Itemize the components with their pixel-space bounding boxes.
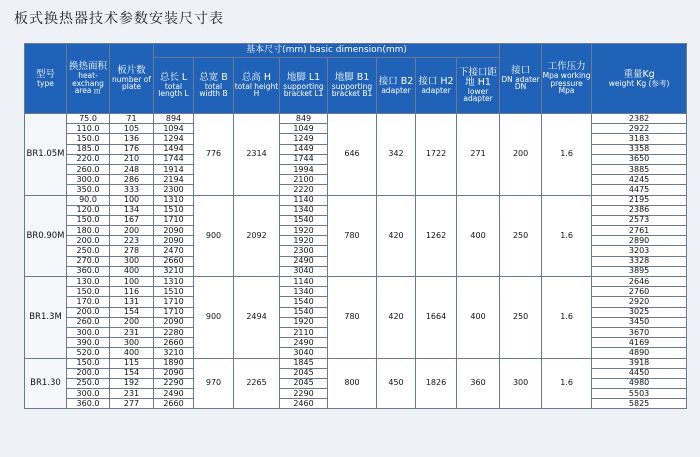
area-cell: 150.0: [67, 287, 110, 297]
plates-cell: 71: [110, 114, 154, 124]
area-cell: 150.0: [67, 134, 110, 144]
table-row: [25, 195, 687, 205]
header-dn: 接口 DN adater DN: [500, 44, 542, 114]
area-cell: 150.0: [67, 215, 110, 225]
length-cell: 2300: [154, 185, 194, 195]
area-cell: 130.0: [67, 277, 110, 287]
length-cell: 2660: [154, 399, 194, 409]
bracket-l1-cell: 3040: [280, 266, 328, 276]
length-cell: 894: [154, 114, 194, 124]
area-cell: 90.0: [67, 195, 110, 205]
bracket-b1-cell: 780: [328, 277, 377, 359]
weight-cell: 3025: [592, 307, 687, 317]
plates-cell: 116: [110, 287, 154, 297]
weight-cell: 2760: [592, 287, 687, 297]
bracket-l1-cell: 1994: [280, 164, 328, 174]
bracket-l1-cell: 2220: [280, 185, 328, 195]
table-row: [25, 358, 687, 368]
dn-cell: 200: [500, 114, 542, 196]
length-cell: 1744: [154, 154, 194, 164]
area-cell: 300.0: [67, 389, 110, 399]
weight-cell: 3328: [592, 256, 687, 266]
plates-cell: 192: [110, 378, 154, 388]
header-height: 总高 H total height H: [234, 58, 280, 114]
area-cell: 120.0: [67, 205, 110, 215]
area-cell: 180.0: [67, 226, 110, 236]
spec-table: [24, 43, 687, 409]
plates-cell: 300: [110, 338, 154, 348]
pressure-cell: 1.6: [542, 277, 592, 359]
length-cell: 2194: [154, 175, 194, 185]
width-cell: 900: [194, 277, 234, 359]
length-cell: 2090: [154, 226, 194, 236]
weight-cell: 3670: [592, 327, 687, 337]
plates-cell: 210: [110, 154, 154, 164]
spec-table-body: [25, 114, 687, 409]
header-width: 总宽 B total width B: [194, 58, 234, 114]
length-cell: 3210: [154, 266, 194, 276]
adapter-h2-cell: 1262: [416, 195, 457, 277]
weight-cell: 3650: [592, 154, 687, 164]
adapter-h2-cell: 1664: [416, 277, 457, 359]
weight-cell: 2922: [592, 124, 687, 134]
weight-cell: 4980: [592, 378, 687, 388]
bracket-l1-cell: 2460: [280, 399, 328, 409]
bracket-l1-cell: 1920: [280, 317, 328, 327]
area-cell: 360.0: [67, 399, 110, 409]
bracket-b1-cell: 780: [328, 195, 377, 277]
dn-cell: 250: [500, 195, 542, 277]
header-adapter-h2: 接口 H2 adapter: [416, 58, 457, 114]
header-model: 型号 type: [25, 44, 67, 114]
weight-cell: 2573: [592, 215, 687, 225]
length-cell: 2090: [154, 236, 194, 246]
adapter-b2-cell: 420: [377, 195, 416, 277]
area-cell: 200.0: [67, 368, 110, 378]
length-cell: 2290: [154, 378, 194, 388]
model-cell: BR1.30: [25, 358, 67, 409]
area-cell: 250.0: [67, 246, 110, 256]
length-cell: 1914: [154, 164, 194, 174]
bracket-l1-cell: 1744: [280, 154, 328, 164]
area-cell: 260.0: [67, 164, 110, 174]
weight-cell: 4450: [592, 368, 687, 378]
lower-adapter-cell: 400: [457, 277, 500, 359]
plates-cell: 400: [110, 348, 154, 358]
adapter-h2-cell: 1826: [416, 358, 457, 409]
area-cell: 150.0: [67, 358, 110, 368]
weight-cell: 2761: [592, 226, 687, 236]
area-cell: 350.0: [67, 185, 110, 195]
height-cell: 2092: [234, 195, 280, 277]
header-weight: 重量Kg weight Kg (参考): [592, 44, 687, 114]
plates-cell: 105: [110, 124, 154, 134]
plates-cell: 100: [110, 195, 154, 205]
length-cell: 1310: [154, 195, 194, 205]
length-cell: 1890: [154, 358, 194, 368]
weight-cell: 4475: [592, 185, 687, 195]
bracket-l1-cell: 1540: [280, 297, 328, 307]
model-cell: BR0.90M: [25, 195, 67, 277]
plates-cell: 115: [110, 358, 154, 368]
plates-cell: 333: [110, 185, 154, 195]
adapter-b2-cell: 342: [377, 114, 416, 196]
bracket-b1-cell: 646: [328, 114, 377, 196]
bracket-l1-cell: 1140: [280, 277, 328, 287]
length-cell: 1294: [154, 134, 194, 144]
plates-cell: 136: [110, 134, 154, 144]
bracket-l1-cell: 1845: [280, 358, 328, 368]
lower-adapter-cell: 360: [457, 358, 500, 409]
bracket-l1-cell: 1249: [280, 134, 328, 144]
area-cell: 250.0: [67, 378, 110, 388]
length-cell: 1710: [154, 215, 194, 225]
weight-cell: 4169: [592, 338, 687, 348]
header-area: 换热面积 heat-exchang area ㎡: [67, 44, 110, 114]
bracket-l1-cell: 2110: [280, 327, 328, 337]
length-cell: 1710: [154, 307, 194, 317]
adapter-h2-cell: 1722: [416, 114, 457, 196]
length-cell: 2660: [154, 256, 194, 266]
bracket-l1-cell: 1920: [280, 226, 328, 236]
bracket-b1-cell: 800: [328, 358, 377, 409]
weight-cell: 3450: [592, 317, 687, 327]
area-cell: 200.0: [67, 236, 110, 246]
table-row: [25, 277, 687, 287]
pressure-cell: 1.6: [542, 358, 592, 409]
height-cell: 2314: [234, 114, 280, 196]
area-cell: 520.0: [67, 348, 110, 358]
header-length: 总长 L total length L: [154, 58, 194, 114]
header-plates: 板片数 number of plate: [110, 44, 154, 114]
length-cell: 1710: [154, 297, 194, 307]
bracket-l1-cell: 1920: [280, 236, 328, 246]
weight-cell: 3183: [592, 134, 687, 144]
length-cell: 2470: [154, 246, 194, 256]
bracket-l1-cell: 2045: [280, 368, 328, 378]
weight-cell: 2195: [592, 195, 687, 205]
bracket-l1-cell: 1340: [280, 287, 328, 297]
bracket-l1-cell: 1540: [280, 307, 328, 317]
bracket-l1-cell: 1049: [280, 124, 328, 134]
area-cell: 200.0: [67, 307, 110, 317]
bracket-l1-cell: 3040: [280, 348, 328, 358]
plates-cell: 278: [110, 246, 154, 256]
table-row: [25, 114, 687, 124]
plates-cell: 176: [110, 144, 154, 154]
header-bracket-l1: 地脚 L1 supporting bracket L1: [280, 58, 328, 114]
plates-cell: 277: [110, 399, 154, 409]
model-cell: BR1.05M: [25, 114, 67, 196]
plates-cell: 300: [110, 256, 154, 266]
area-cell: 270.0: [67, 256, 110, 266]
area-cell: 75.0: [67, 114, 110, 124]
length-cell: 2490: [154, 389, 194, 399]
weight-cell: 2386: [592, 205, 687, 215]
bracket-l1-cell: 2100: [280, 175, 328, 185]
lower-adapter-cell: 271: [457, 114, 500, 196]
adapter-b2-cell: 420: [377, 277, 416, 359]
plates-cell: 248: [110, 164, 154, 174]
area-cell: 360.0: [67, 266, 110, 276]
length-cell: 2660: [154, 338, 194, 348]
height-cell: 2265: [234, 358, 280, 409]
plates-cell: 286: [110, 175, 154, 185]
bracket-l1-cell: 1540: [280, 215, 328, 225]
bracket-l1-cell: 1340: [280, 205, 328, 215]
width-cell: 900: [194, 195, 234, 277]
plates-cell: 231: [110, 389, 154, 399]
weight-cell: 4890: [592, 348, 687, 358]
area-cell: 300.0: [67, 327, 110, 337]
dn-cell: 250: [500, 277, 542, 359]
weight-cell: 3895: [592, 266, 687, 276]
header-bracket-b1: 地脚 B1 supporting bracket B1: [328, 58, 377, 114]
area-cell: 390.0: [67, 338, 110, 348]
length-cell: 2090: [154, 317, 194, 327]
weight-cell: 3885: [592, 164, 687, 174]
weight-cell: 2920: [592, 297, 687, 307]
length-cell: 1510: [154, 287, 194, 297]
bracket-l1-cell: 1140: [280, 195, 328, 205]
plates-cell: 154: [110, 307, 154, 317]
width-cell: 970: [194, 358, 234, 409]
length-cell: 2090: [154, 368, 194, 378]
area-cell: 170.0: [67, 297, 110, 307]
bracket-l1-cell: 1449: [280, 144, 328, 154]
plates-cell: 231: [110, 327, 154, 337]
width-cell: 776: [194, 114, 234, 196]
bracket-l1-cell: 2490: [280, 256, 328, 266]
pressure-cell: 1.6: [542, 114, 592, 196]
weight-cell: 4245: [592, 175, 687, 185]
area-cell: 260.0: [67, 317, 110, 327]
area-cell: 110.0: [67, 124, 110, 134]
plates-cell: 400: [110, 266, 154, 276]
weight-cell: 3918: [592, 358, 687, 368]
header-pressure: 工作压力 Mpa working pressure Mpa: [542, 44, 592, 114]
weight-cell: 3358: [592, 144, 687, 154]
plates-cell: 131: [110, 297, 154, 307]
bracket-l1-cell: 2290: [280, 389, 328, 399]
weight-cell: 2890: [592, 236, 687, 246]
plates-cell: 167: [110, 215, 154, 225]
bracket-l1-cell: 2490: [280, 338, 328, 348]
adapter-b2-cell: 450: [377, 358, 416, 409]
area-cell: 300.0: [67, 175, 110, 185]
height-cell: 2494: [234, 277, 280, 359]
length-cell: 1510: [154, 205, 194, 215]
weight-cell: 5825: [592, 399, 687, 409]
header-lower-adapter-h1: 下接口距地 H1 lower adapter: [457, 58, 500, 114]
plates-cell: 200: [110, 226, 154, 236]
bracket-l1-cell: 2300: [280, 246, 328, 256]
header-basic-dimension: 基本尺寸(mm) basic dimension(mm): [154, 44, 500, 58]
lower-adapter-cell: 400: [457, 195, 500, 277]
weight-cell: 2382: [592, 114, 687, 124]
weight-cell: 5503: [592, 389, 687, 399]
length-cell: 1094: [154, 124, 194, 134]
model-cell: BR1.3M: [25, 277, 67, 359]
length-cell: 3210: [154, 348, 194, 358]
plates-cell: 100: [110, 277, 154, 287]
length-cell: 1494: [154, 144, 194, 154]
weight-cell: 2646: [592, 277, 687, 287]
bracket-l1-cell: 2045: [280, 378, 328, 388]
plates-cell: 223: [110, 236, 154, 246]
bracket-l1-cell: 849: [280, 114, 328, 124]
header-adapter-b2: 接口 B2 adapter: [377, 58, 416, 114]
plates-cell: 154: [110, 368, 154, 378]
pressure-cell: 1.6: [542, 195, 592, 277]
dn-cell: 300: [500, 358, 542, 409]
area-cell: 185.0: [67, 144, 110, 154]
length-cell: 1310: [154, 277, 194, 287]
length-cell: 2280: [154, 327, 194, 337]
page-title: 板式换热器技术参数安装尺寸表: [14, 11, 224, 27]
weight-cell: 3203: [592, 246, 687, 256]
plates-cell: 134: [110, 205, 154, 215]
area-cell: 220.0: [67, 154, 110, 164]
plates-cell: 200: [110, 317, 154, 327]
